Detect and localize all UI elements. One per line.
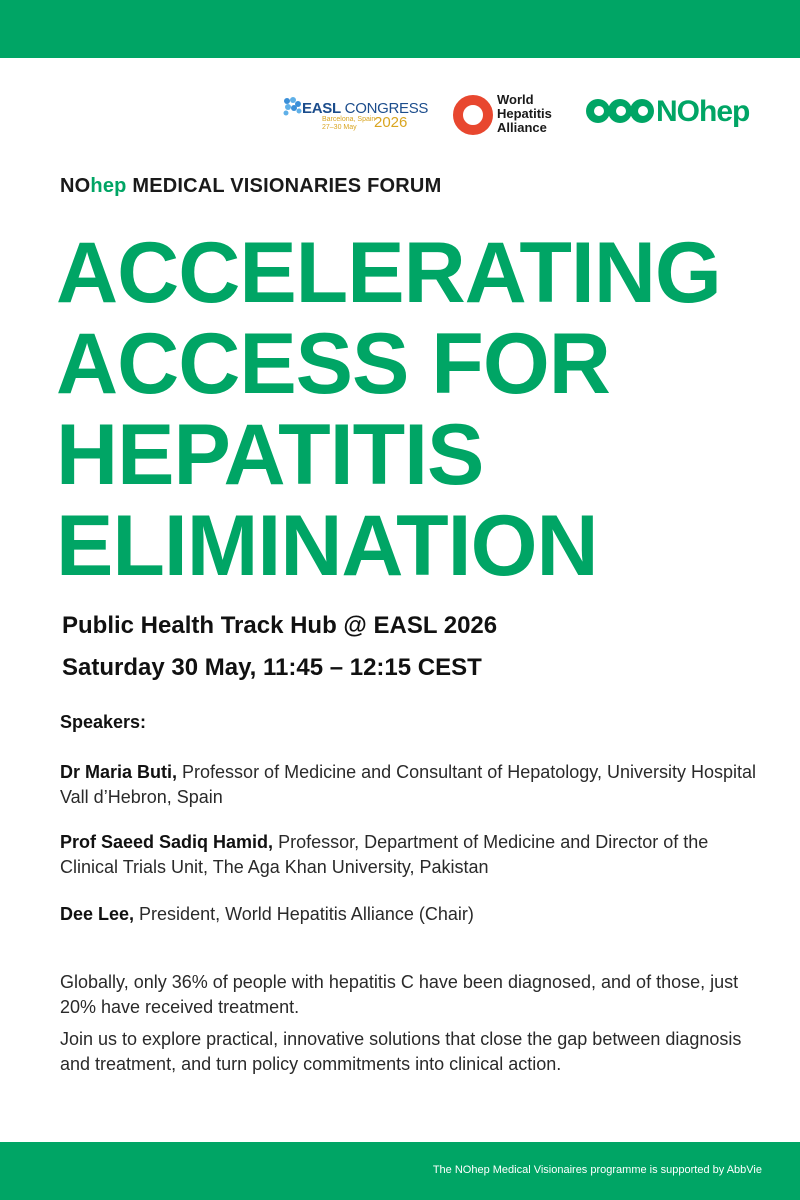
headline-line: ELIMINATION bbox=[56, 498, 598, 594]
easl-dots-icon bbox=[282, 96, 304, 116]
sponsor-note: The NOhep Medical Visionaires programme is supported by AbbVie bbox=[432, 1164, 762, 1176]
headline-line: HEPATITIS bbox=[56, 407, 484, 503]
speaker-entry bbox=[60, 760, 760, 810]
speaker-role: President, World Hepatitis Alliance (Chair) bbox=[134, 904, 474, 924]
forum-title: NOhep MEDICAL VISIONARIES FORUM bbox=[60, 175, 442, 197]
top-banner bbox=[0, 0, 800, 58]
easl-year: 2026 bbox=[374, 114, 408, 131]
statistic-paragraph: Globally, only 36% of people with hepatitis C have been diagnosed, and of those, just 20% have received treatment. bbox=[60, 972, 739, 1017]
speakers-heading: Speakers: bbox=[60, 712, 147, 732]
event-datetime: Saturday 30 May, 11:45 – 12:15 CEST bbox=[62, 654, 482, 681]
wha-ring-icon bbox=[452, 94, 494, 136]
nohep-wordmark: NOhep bbox=[656, 95, 750, 128]
world-hepatitis-alliance-logo bbox=[452, 92, 572, 138]
speaker-entry bbox=[60, 830, 760, 880]
speaker-entry bbox=[60, 902, 760, 927]
speaker-role: Professor, Department of Medicine and Director of the Clinical Trials Unit, The Aga Khan University, Pakistan bbox=[60, 832, 709, 877]
speaker-role: Professor of Medicine and Consultant of Hepatology, University Hospital Vall d’Hebron, Spain bbox=[60, 762, 756, 807]
footer-banner bbox=[0, 1142, 800, 1200]
speaker-name: Dee Lee, bbox=[60, 904, 135, 924]
speaker-name: Dr Maria Buti, bbox=[60, 762, 178, 782]
headline bbox=[56, 225, 776, 594]
event-venue: Public Health Track Hub @ EASL 2026 bbox=[62, 612, 498, 639]
easl-title: EASL CONGRESS bbox=[302, 100, 429, 117]
wha-wordmark: World Hepatitis Alliance bbox=[497, 92, 552, 135]
nohep-logo bbox=[585, 96, 765, 128]
headline-line: ACCELERATING bbox=[56, 225, 721, 321]
easl-location-dates: Barcelona, Spain 27–30 May bbox=[322, 116, 376, 131]
headline-line: ACCESS FOR bbox=[56, 316, 610, 412]
nohep-circles-icon bbox=[585, 96, 655, 126]
invitation-paragraph: Join us to explore practical, innovative solutions that close the gap between diagnosis and treatment, and turn policy commitments into clinical action. bbox=[60, 1029, 742, 1074]
easl-congress-logo bbox=[282, 94, 429, 138]
speaker-name: Prof Saeed Sadiq Hamid, bbox=[60, 832, 274, 852]
